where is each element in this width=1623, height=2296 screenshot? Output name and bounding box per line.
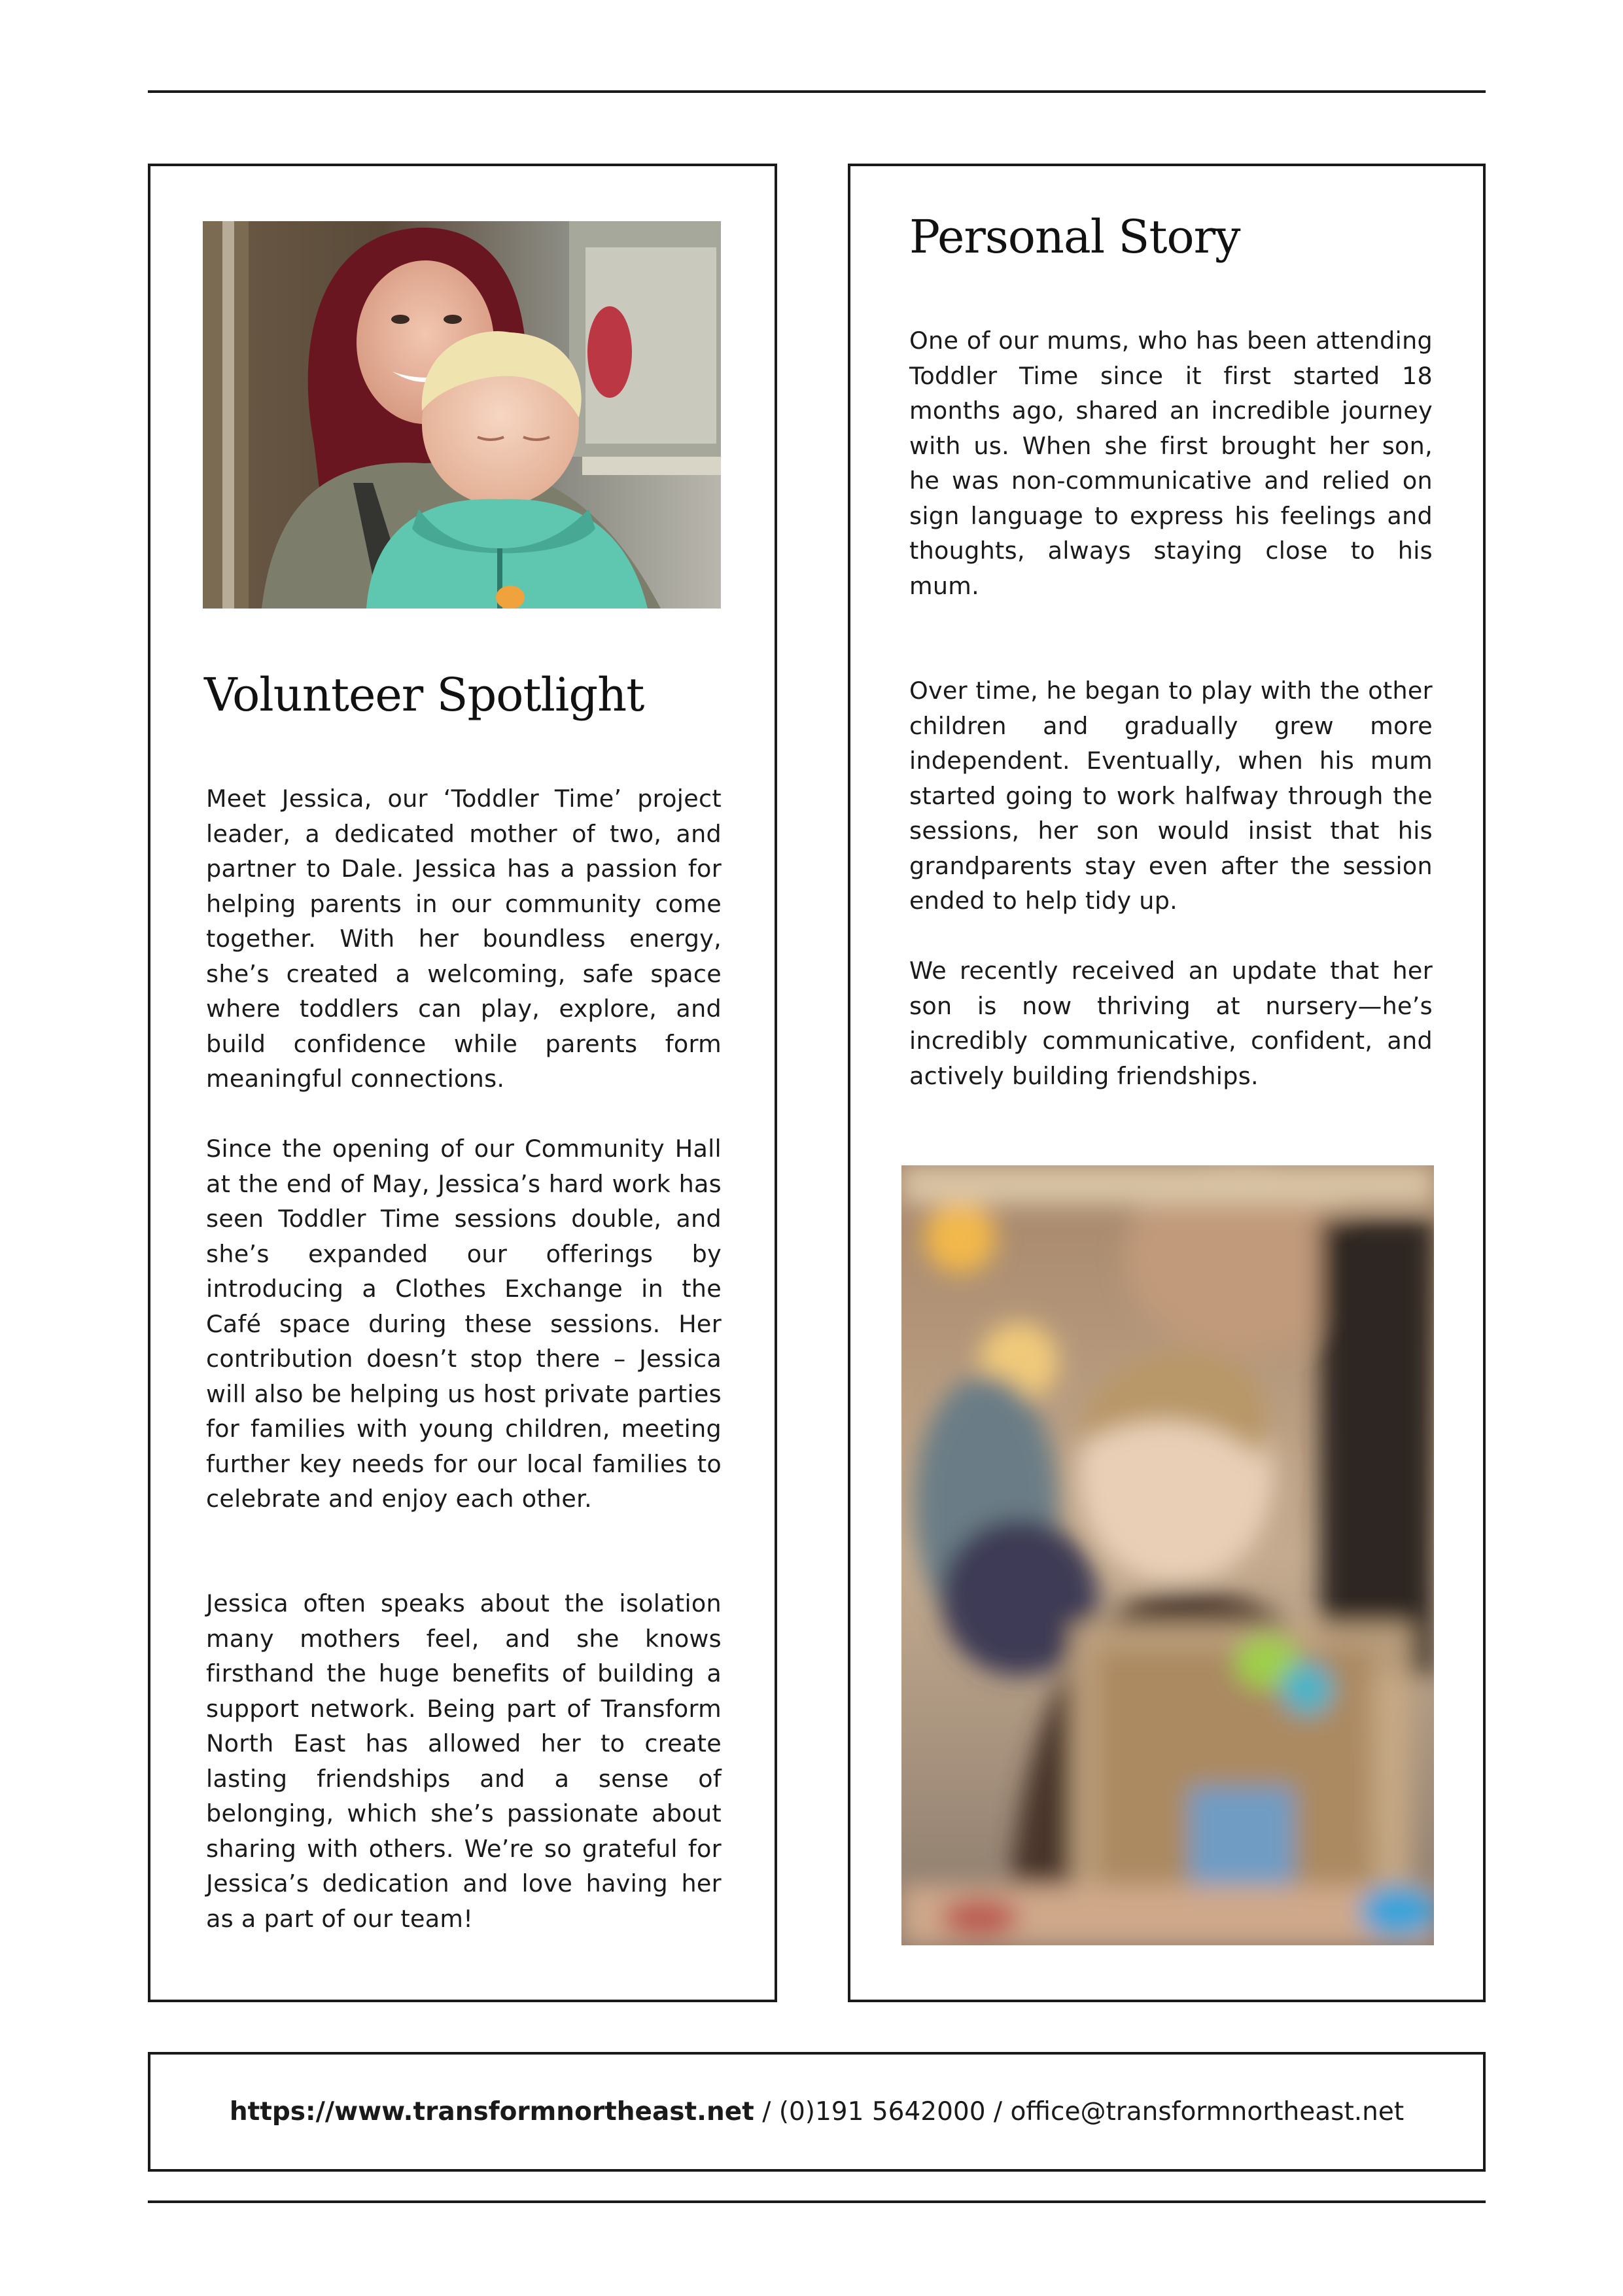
story-paragraph-2: Over time, he began to play with the other children and gradually grew more independent. Eventually, when his mum started going to work halfway through the sessions, her son would insist that his grandparents stay even after the session ended to help tidy up.: [909, 677, 1433, 915]
volunteer-spotlight-heading: Volunteer Spotlight: [204, 668, 644, 722]
story-paragraph-1: One of our mums, who has been attending Toddler Time since it first started 18 months ago, shared an incredible journey with us. When she first brought her son, he was non-communicative and relied on sign language to express his feelings and thoughts, always staying close to his mum.: [909, 327, 1433, 600]
volunteer-paragraph-3: Jessica often speaks about the isolation many mothers feel, and she knows firsthand the huge benefits of building a support network. Being part of Transform North East has allowed her to create lasting friendships and a sense of belonging, which she’s passionate about sharing with others. We’re so grateful for Jessica’s dedication and love having her as a part of our team!: [206, 1589, 722, 1933]
contact-line: [150, 2055, 1483, 2169]
volunteer-spotlight-panel: [148, 164, 777, 2002]
personal-story-panel: [848, 164, 1486, 2002]
story-paragraph-3: We recently received an update that her son is now thriving at nursery—he’s incredibly communicative, confident, and actively building friendships.: [909, 957, 1433, 1090]
contact-footer: [148, 2052, 1486, 2172]
personal-story-heading: Personal Story: [909, 210, 1240, 264]
top-rule: [148, 90, 1486, 93]
website-link[interactable]: https://www.transformnortheast.net: [229, 2097, 754, 2127]
contact-details: / (0)191 5642000 / office@transformnortheast.net: [754, 2097, 1405, 2127]
volunteer-paragraph-1: Meet Jessica, our ‘Toddler Time’ project leader, a dedicated mother of two, and partner to Dale. Jessica has a passion for helping parents in our community come together. With her boundless energy, she’s created a welcoming, safe space where toddlers can play, explore, and build confidence while parents form meaningful connections.: [206, 785, 722, 1093]
jessica-photo: [203, 221, 721, 609]
bottom-rule: [148, 2200, 1486, 2203]
toddler-photo: [901, 1165, 1434, 1945]
volunteer-paragraph-2: Since the opening of our Community Hall at the end of May, Jessica’s hard work has seen Toddler Time sessions double, and she’s expanded our offerings by introducing a Clothes Exchange in the Café space during these sessions. Her contribution doesn’t stop there – Jessica will also be helping us host private parties for families with young children, meeting further key needs for our local families to celebrate and enjoy each other.: [206, 1135, 722, 1513]
